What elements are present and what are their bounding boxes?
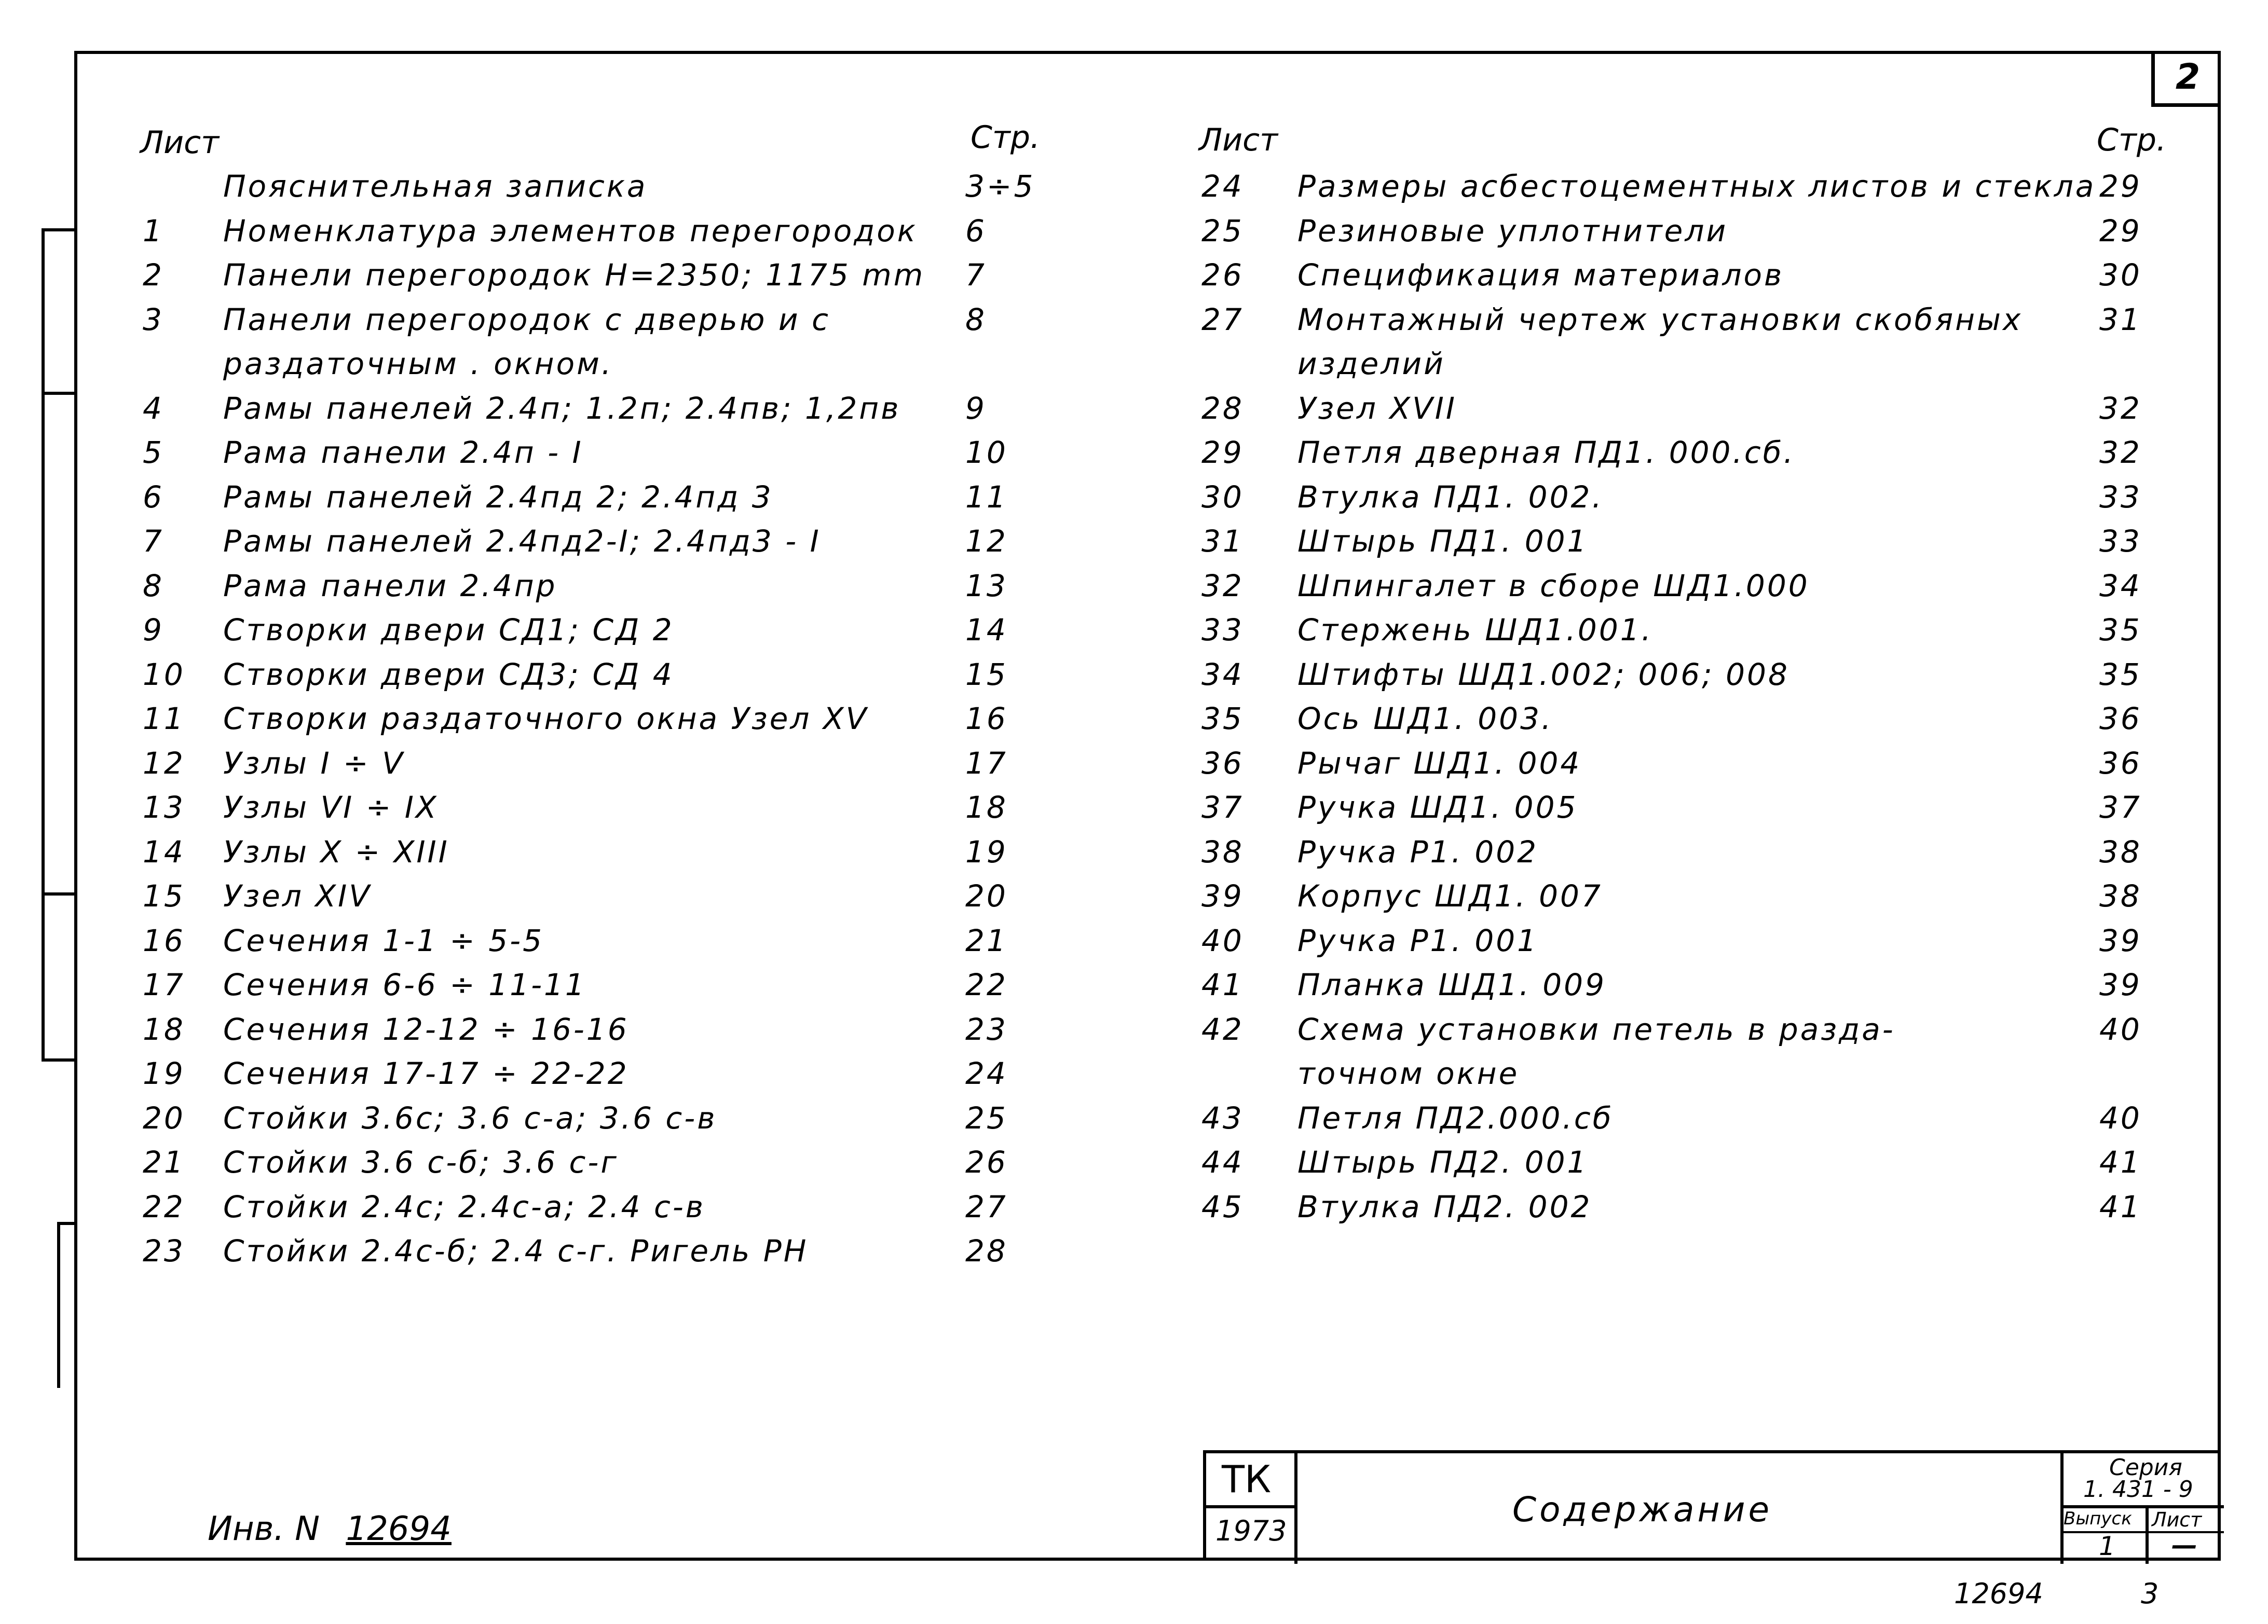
row-title: Втулка ПД1. 002. xyxy=(1297,479,1604,515)
row-sheet-number: 3 xyxy=(143,301,164,337)
row-page: 30 xyxy=(2099,257,2142,293)
contents-row xyxy=(1201,169,2203,213)
contents-row xyxy=(143,1100,1069,1145)
row-title: Ручка Р1. 001 xyxy=(1297,923,1539,958)
contents-row xyxy=(1201,612,2203,657)
row-sheet-number: 17 xyxy=(143,967,185,1002)
row-page: 24 xyxy=(965,1056,1008,1091)
contents-row xyxy=(1201,435,2203,479)
row-page: 41 xyxy=(2099,1145,2142,1180)
row-sheet-number: 9 xyxy=(143,612,164,648)
row-page: 11 xyxy=(965,479,1008,515)
row-title: Рама панели 2.4пр xyxy=(223,568,557,603)
row-sheet-number: 39 xyxy=(1201,878,1244,914)
row-page: 28 xyxy=(965,1233,1008,1269)
contents-row xyxy=(1201,746,2203,790)
row-page: 31 xyxy=(2099,301,2142,337)
row-title: Стойки 2.4с-б; 2.4 с-г. Ригель РН xyxy=(223,1233,809,1269)
binding-mark xyxy=(42,228,45,1058)
row-page: 23 xyxy=(965,1011,1008,1047)
row-page: 10 xyxy=(965,435,1008,470)
row-title: Петля ПД2.000.сб xyxy=(1297,1100,1614,1136)
row-title: Сечения 1-1 ÷ 5-5 xyxy=(223,923,544,958)
row-page: 18 xyxy=(965,790,1008,825)
row-page: 7 xyxy=(965,257,987,293)
row-sheet-number: 23 xyxy=(143,1233,185,1269)
row-sheet-number: 44 xyxy=(1201,1145,1244,1180)
row-sheet-number: 45 xyxy=(1201,1189,1244,1224)
row-title: Створки раздаточного окна Узел XV xyxy=(223,701,869,736)
contents-row xyxy=(1201,1189,2203,1234)
inventory-value: 12694 xyxy=(346,1510,452,1548)
row-sheet-number: 21 xyxy=(143,1145,185,1180)
contents-row xyxy=(143,746,1069,790)
row-sheet-number: 2 xyxy=(143,257,164,293)
contents-row xyxy=(143,257,1069,302)
row-page: 33 xyxy=(2099,479,2142,515)
row-title: Узел XVII xyxy=(1297,390,1457,426)
contents-row xyxy=(1201,834,2203,879)
row-sheet-number: 24 xyxy=(1201,169,1244,204)
row-title: Панели перегородок с дверью и с xyxy=(223,301,830,337)
row-sheet-number: 43 xyxy=(1201,1100,1244,1136)
row-title: Ручка Р1. 002 xyxy=(1297,834,1539,870)
contents-row xyxy=(143,1233,1069,1278)
row-page: 39 xyxy=(2099,967,2142,1002)
row-page: 26 xyxy=(965,1145,1008,1180)
row-sheet-number: 33 xyxy=(1201,612,1244,648)
contents-row xyxy=(143,790,1069,834)
contents-row xyxy=(1201,213,2203,258)
row-page: 3÷5 xyxy=(965,169,1035,204)
binding-mark xyxy=(57,1222,60,1388)
row-title: Сечения 17-17 ÷ 22-22 xyxy=(223,1056,629,1091)
contents-row xyxy=(1201,967,2203,1012)
row-page: 19 xyxy=(965,834,1008,870)
left-header-page: Стр. xyxy=(971,119,1041,156)
row-title: Створки двери СД3; СД 4 xyxy=(223,656,674,692)
contents-row xyxy=(143,657,1069,701)
row-page: 40 xyxy=(2099,1100,2142,1136)
left-header-sheet: Лист xyxy=(140,125,220,161)
org-code: ТК xyxy=(1222,1457,1272,1501)
contents-row xyxy=(1201,790,2203,834)
row-page: 34 xyxy=(2099,568,2142,603)
series-label: Серия xyxy=(2109,1454,2182,1481)
contents-row xyxy=(143,1189,1069,1234)
row-title: Сечения 12-12 ÷ 16-16 xyxy=(223,1011,629,1047)
inventory-label: Инв. N xyxy=(208,1510,320,1548)
row-title: Рамы панелей 2.4пд 2; 2.4пд 3 xyxy=(223,479,773,515)
row-sheet-number: 30 xyxy=(1201,479,1244,515)
row-title: Стойки 3.6с; 3.6 с-а; 3.6 с-в xyxy=(223,1100,717,1136)
row-page: 21 xyxy=(965,923,1008,958)
row-page: 39 xyxy=(2099,923,2142,958)
row-title: Сечения 6-6 ÷ 11-11 xyxy=(223,967,586,1002)
row-title: точном окне xyxy=(1297,1056,1520,1091)
row-title: Штифты ШД1.002; 006; 008 xyxy=(1297,656,1789,692)
row-page: 8 xyxy=(965,301,987,337)
row-page: 32 xyxy=(2099,390,2142,426)
row-page: 13 xyxy=(965,568,1008,603)
row-page: 35 xyxy=(2099,656,2142,692)
document-title: Содержание xyxy=(1512,1490,1773,1530)
row-sheet-number: 28 xyxy=(1201,390,1244,426)
row-title: Створки двери СД1; СД 2 xyxy=(223,612,674,648)
footer-doc-number: 12694 xyxy=(1954,1577,2043,1610)
row-sheet-number: 35 xyxy=(1201,701,1244,736)
row-sheet-number: 26 xyxy=(1201,257,1244,293)
year: 1973 xyxy=(1215,1515,1287,1547)
row-sheet-number: 36 xyxy=(1201,745,1244,781)
row-sheet-number: 25 xyxy=(1201,213,1244,249)
row-sheet-number: 5 xyxy=(143,435,164,470)
row-title: Штырь ПД2. 001 xyxy=(1297,1145,1589,1180)
row-sheet-number: 34 xyxy=(1201,656,1244,692)
contents-row xyxy=(143,479,1069,524)
contents-row xyxy=(143,568,1069,613)
row-title: изделий xyxy=(1297,346,1445,381)
contents-row xyxy=(1201,1012,2203,1056)
contents-row xyxy=(143,967,1069,1012)
row-page: 36 xyxy=(2099,745,2142,781)
row-title: Узлы X ÷ XIII xyxy=(223,834,449,870)
row-page: 29 xyxy=(2099,213,2142,249)
contents-row xyxy=(143,701,1069,746)
row-sheet-number: 27 xyxy=(1201,301,1244,337)
row-title: Шпингалет в сборе ШД1.000 xyxy=(1297,568,1810,603)
row-page: 38 xyxy=(2099,834,2142,870)
row-sheet-number: 7 xyxy=(143,524,164,559)
row-page: 27 xyxy=(965,1189,1008,1224)
binding-mark xyxy=(42,228,75,231)
row-page: 9 xyxy=(965,390,987,426)
row-title: Ось ШД1. 003. xyxy=(1297,701,1553,736)
contents-row xyxy=(143,923,1069,968)
row-title: Корпус ШД1. 007 xyxy=(1297,878,1603,914)
contents-row xyxy=(143,435,1069,479)
binding-mark xyxy=(42,1058,75,1062)
row-page: 32 xyxy=(2099,435,2142,470)
row-page: 35 xyxy=(2099,612,2142,648)
contents-row xyxy=(1201,878,2203,923)
binding-mark xyxy=(42,892,75,896)
row-sheet-number: 32 xyxy=(1201,568,1244,603)
row-title: Узлы VI ÷ IX xyxy=(223,790,439,825)
row-sheet-number: 15 xyxy=(143,878,185,914)
contents-row xyxy=(1201,1056,2203,1100)
row-sheet-number: 19 xyxy=(143,1056,185,1091)
row-sheet-number: 40 xyxy=(1201,923,1244,958)
row-sheet-number: 31 xyxy=(1201,524,1244,559)
row-title: Ручка ШД1. 005 xyxy=(1297,790,1578,825)
row-sheet-number: 18 xyxy=(143,1011,185,1047)
row-sheet-number: 1 xyxy=(143,213,164,249)
row-title: Пояснительная записка xyxy=(223,169,648,204)
row-page: 20 xyxy=(965,878,1008,914)
row-page: 6 xyxy=(965,213,987,249)
row-sheet-number: 13 xyxy=(143,790,185,825)
issue-label: Выпуск xyxy=(2064,1508,2132,1529)
contents-row xyxy=(1201,657,2203,701)
row-page: 36 xyxy=(2099,701,2142,736)
row-title: Размеры асбестоцементных листов и стекла xyxy=(1297,169,2096,204)
row-title: Стойки 2.4с; 2.4с-а; 2.4 с-в xyxy=(223,1189,705,1224)
contents-row xyxy=(1201,568,2203,613)
row-page: 16 xyxy=(965,701,1008,736)
right-header-sheet: Лист xyxy=(1199,122,1278,158)
row-title: Спецификация материалов xyxy=(1297,257,1784,293)
sheet-number-box xyxy=(2151,51,2221,107)
contents-row xyxy=(143,391,1069,435)
row-page: 17 xyxy=(965,745,1008,781)
row-title: Узлы I ÷ V xyxy=(223,745,405,781)
contents-row xyxy=(1201,524,2203,568)
row-sheet-number: 41 xyxy=(1201,967,1244,1002)
contents-row xyxy=(1201,302,2203,347)
row-sheet-number: 16 xyxy=(143,923,185,958)
contents-row xyxy=(143,612,1069,657)
row-title: Рамы панелей 2.4пд2-I; 2.4пд3 - I xyxy=(223,524,821,559)
contents-row xyxy=(143,834,1069,879)
row-sheet-number: 10 xyxy=(143,656,185,692)
contents-row xyxy=(143,1056,1069,1100)
row-sheet-number: 42 xyxy=(1201,1011,1244,1047)
row-title: Номенклатура элементов перегородок xyxy=(223,213,918,249)
contents-row xyxy=(143,524,1069,568)
contents-row xyxy=(1201,701,2203,746)
title-block xyxy=(1203,1450,2221,1561)
contents-row xyxy=(143,213,1069,258)
binding-mark xyxy=(42,392,75,395)
row-title: Рычаг ШД1. 004 xyxy=(1297,745,1582,781)
contents-row xyxy=(1201,257,2203,302)
contents-row xyxy=(143,1012,1069,1056)
contents-row xyxy=(1201,479,2203,524)
contents-row xyxy=(143,1145,1069,1189)
row-page: 37 xyxy=(2099,790,2142,825)
row-page: 15 xyxy=(965,656,1008,692)
contents-row xyxy=(143,878,1069,923)
contents-row xyxy=(1201,346,2203,391)
row-title: Рамы панелей 2.4п; 1.2п; 2.4пв; 1,2пв xyxy=(223,390,901,426)
row-page: 41 xyxy=(2099,1189,2142,1224)
row-page: 25 xyxy=(965,1100,1008,1136)
row-page: 29 xyxy=(2099,169,2142,204)
row-sheet-number: 6 xyxy=(143,479,164,515)
row-sheet-number: 29 xyxy=(1201,435,1244,470)
row-title: Монтажный чертеж установки скобяных xyxy=(1297,301,2023,337)
row-title: Схема установки петель в разда- xyxy=(1297,1011,1895,1047)
row-page: 40 xyxy=(2099,1011,2142,1047)
row-title: Узел XIV xyxy=(223,878,372,914)
row-page: 12 xyxy=(965,524,1008,559)
row-title: Стойки 3.6 с-б; 3.6 с-г xyxy=(223,1145,619,1180)
row-sheet-number: 38 xyxy=(1201,834,1244,870)
row-sheet-number: 14 xyxy=(143,834,185,870)
right-header-page: Стр. xyxy=(2097,122,2167,158)
row-sheet-number: 22 xyxy=(143,1189,185,1224)
inventory-number xyxy=(208,1510,452,1548)
row-title: раздаточным . окном. xyxy=(223,346,613,381)
contents-row xyxy=(143,302,1069,347)
footer-page: 3 xyxy=(2141,1577,2159,1610)
sheet-label: Лист xyxy=(2152,1508,2202,1531)
row-title: Втулка ПД2. 002 xyxy=(1297,1189,1592,1224)
contents-row xyxy=(143,346,1069,391)
contents-row xyxy=(1201,1100,2203,1145)
row-sheet-number: 37 xyxy=(1201,790,1244,825)
sheet-number: 2 xyxy=(2175,57,2201,98)
contents-row xyxy=(1201,923,2203,968)
row-page: 33 xyxy=(2099,524,2142,559)
row-page: 22 xyxy=(965,967,1008,1002)
row-title: Рама панели 2.4п - I xyxy=(223,435,583,470)
contents-row xyxy=(143,169,1069,213)
row-title: Планка ШД1. 009 xyxy=(1297,967,1606,1002)
row-sheet-number: 11 xyxy=(143,701,185,736)
row-title: Стержень ШД1.001. xyxy=(1297,612,1654,648)
contents-row xyxy=(1201,1145,2203,1189)
row-page: 38 xyxy=(2099,878,2142,914)
contents-row xyxy=(1201,391,2203,435)
row-title: Штырь ПД1. 001 xyxy=(1297,524,1589,559)
row-sheet-number: 8 xyxy=(143,568,164,603)
row-page: 14 xyxy=(965,612,1008,648)
row-sheet-number: 20 xyxy=(143,1100,185,1136)
row-sheet-number: 4 xyxy=(143,390,164,426)
series-value: 1. 431 - 9 xyxy=(2083,1476,2193,1503)
issue-value: 1 xyxy=(2099,1531,2115,1561)
sheet-value: — xyxy=(2171,1530,2197,1560)
row-sheet-number: 12 xyxy=(143,745,185,781)
row-title: Панели перегородок H=2350; 1175 mm xyxy=(223,257,925,293)
row-title: Петля дверная ПД1. 000.сб. xyxy=(1297,435,1795,470)
row-title: Резиновые уплотнители xyxy=(1297,213,1728,249)
